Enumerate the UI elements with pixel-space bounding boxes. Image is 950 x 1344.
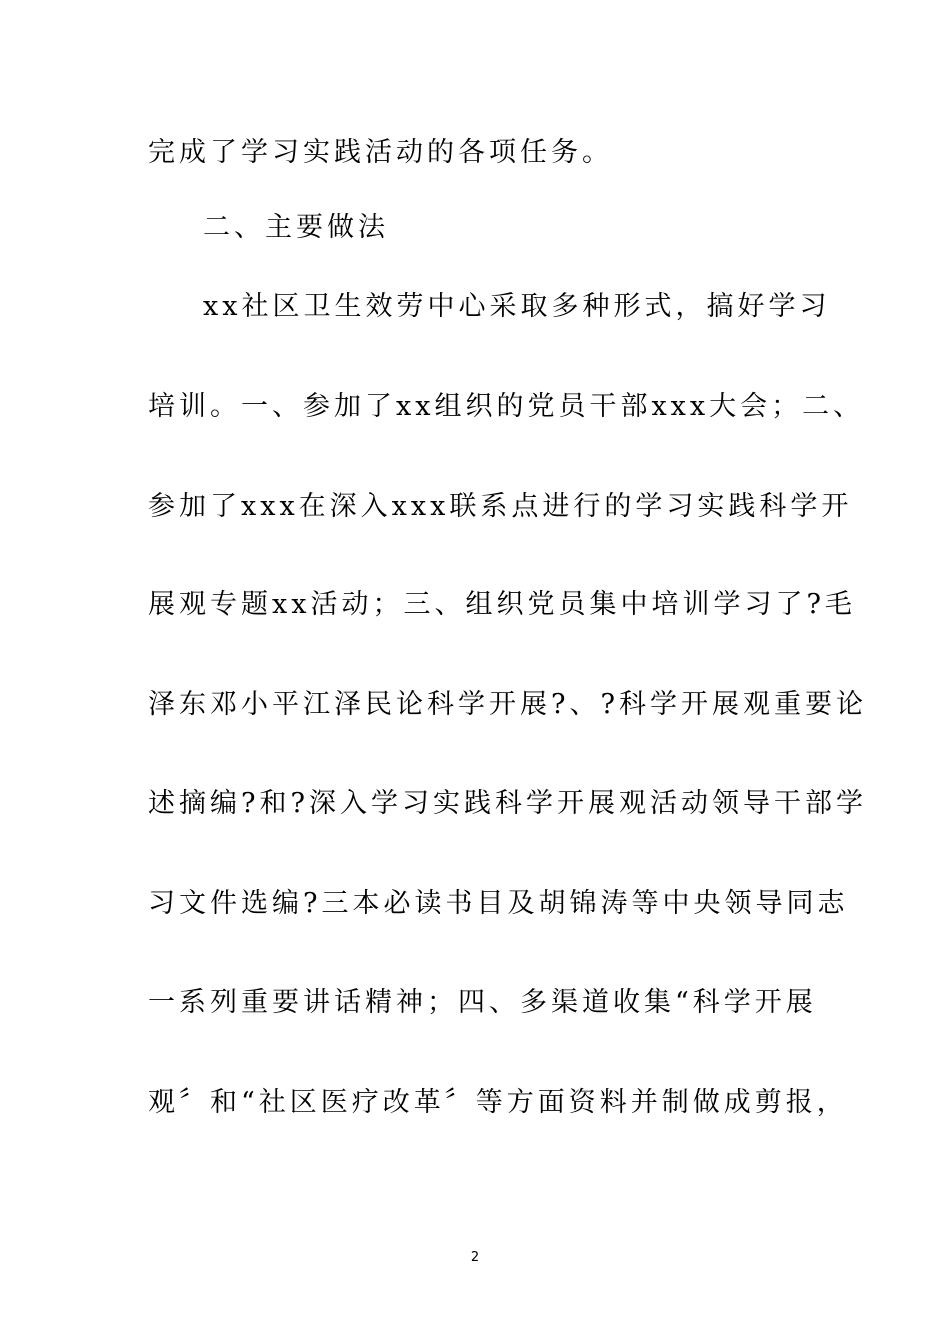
paragraph-line: 完成了学习实践活动的各项任务。	[148, 137, 613, 168]
paragraph-line: xx社区卫生效劳中心采取多种形式，搞好学习	[203, 291, 831, 322]
paragraph-line: 习文件选编?三本必读书目及胡锦涛等中央领导同志	[148, 888, 849, 919]
paragraph-line: 培训。一、参加了xx组织的党员干部xxx大会；二、	[148, 391, 865, 422]
paragraph-line: 观〞和“社区医疗改革〞等方面资料并制做成剪报，	[148, 1087, 848, 1118]
section-heading: 二、主要做法	[203, 212, 389, 243]
paragraph-line: 述摘编?和?深入学习实践科学开展观活动领导干部学	[148, 788, 867, 819]
paragraph-line: 一系列重要讲话精神；四、多渠道收集“科学开展	[148, 987, 817, 1018]
paragraph-line: 参加了xxx在深入xxx联系点进行的学习实践科学开	[148, 491, 853, 522]
paragraph-line: 泽东邓小平江泽民论科学开展?、?科学开展观重要论	[148, 689, 867, 720]
page-number: 2	[470, 1250, 480, 1265]
paragraph-line: 展观专题xx活动；三、组织党员集中培训学习了?毛	[148, 589, 856, 620]
